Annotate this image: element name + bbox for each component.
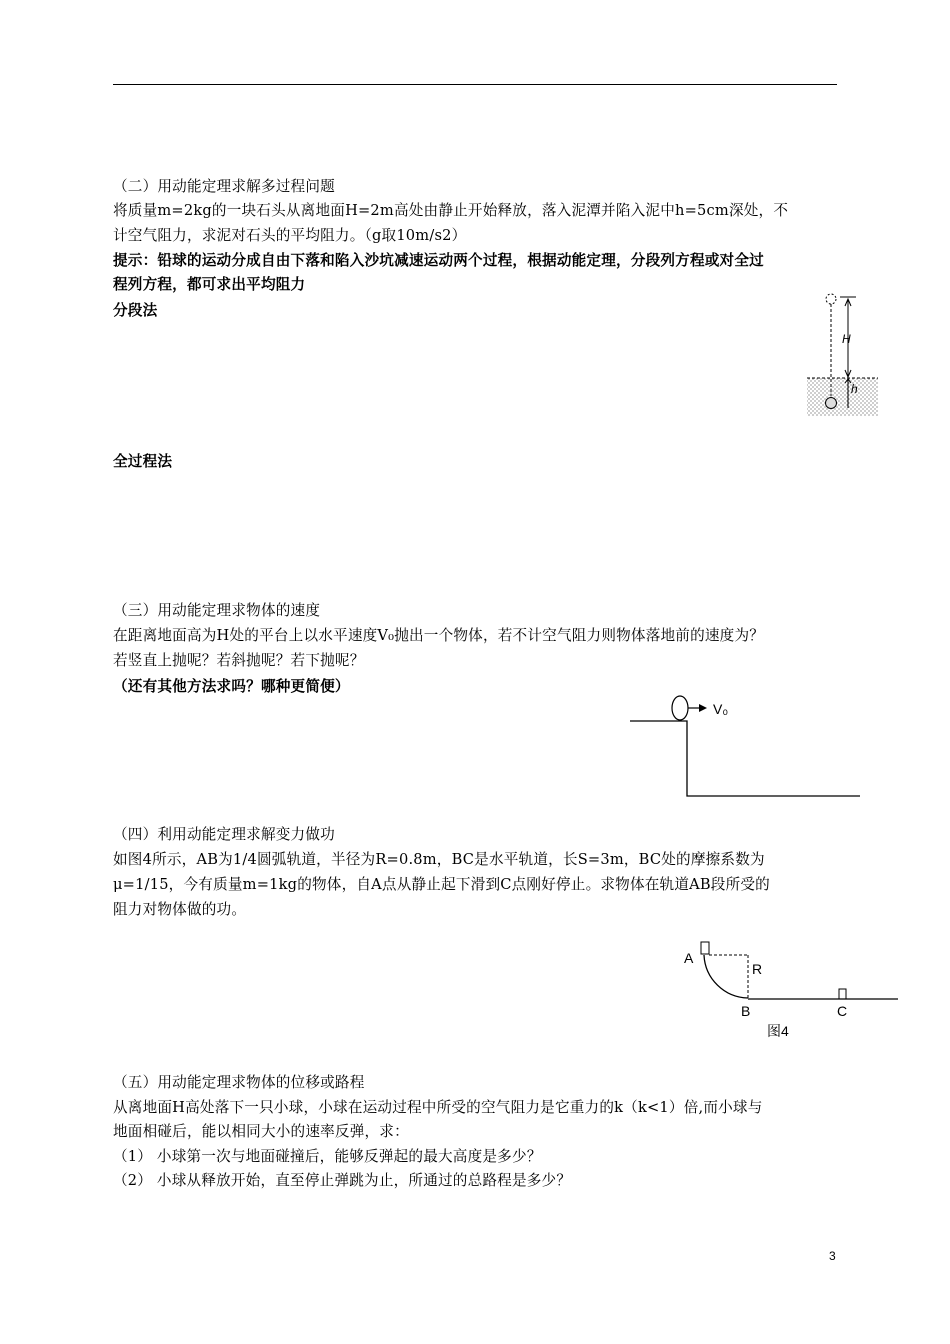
sec2-hint-line1: 提示：铅球的运动分成自由下落和陷入沙坑减速运动两个过程，根据动能定理，分段列方程或对全过 [113, 252, 764, 269]
block-at-C [839, 989, 846, 999]
sec4-heading: （四）利用动能定理求解变力做功 [113, 826, 335, 843]
label-A: A [684, 950, 694, 966]
quarter-arc-AB [704, 955, 748, 998]
sec2-para-line1: 将质量m=2kg的一块石头从离地面H=2m高处由静止开始释放，落入泥潭并陷入泥中h=5cm深处，不 [113, 202, 789, 219]
label-H: H [842, 332, 851, 346]
mud-region [807, 378, 878, 416]
sec4-para-line2: μ=1/15，今有质量m=1kg的物体，自A点从静止起下滑到C点刚好停止。求物体在轨道AB段所受的 [113, 876, 770, 893]
sec5-question-2: （2） 小球从释放开始，直至停止弹跳为止，所通过的总路程是多少？ [113, 1172, 572, 1189]
ball-start [826, 294, 836, 304]
header-rule [113, 84, 837, 85]
sec2-heading: （二）用动能定理求解多过程问题 [113, 178, 335, 195]
sec3-para-line1: 在距离地面高为H处的平台上以水平速度V₀抛出一个物体，若不计空气阻力则物体落地前的速度为？ [113, 627, 765, 644]
sec2-method-whole: 全过程法 [113, 453, 173, 470]
label-B: B [741, 1003, 751, 1019]
block-at-A [701, 942, 709, 954]
ball-end [826, 398, 837, 409]
sec4-para-line1: 如图4所示，AB为1/4圆弧轨道，半径为R=0.8m，BC是水平轨道，长S=3m，BC处的摩擦系数为 [113, 851, 765, 868]
projectile [672, 696, 688, 720]
label-C: C [837, 1003, 848, 1019]
platform-ground [630, 721, 860, 796]
sec3-heading: （三）用动能定理求物体的速度 [113, 602, 321, 619]
sec3-para-line2: 若竖直上抛呢？若斜抛呢？若下抛呢？ [113, 652, 365, 669]
sec2-para-line2: 计空气阻力，求泥对石头的平均阻力。（g取10m/s2） [113, 227, 467, 244]
page-number: 3 [829, 1249, 836, 1263]
sec2-hint-line2: 程列方程，都可求出平均阻力 [113, 276, 306, 293]
sec4-para-line3: 阻力对物体做的功。 [113, 901, 247, 918]
label-v0: V₀ [713, 701, 729, 717]
mud-pit-figure [800, 290, 885, 420]
sec5-para-line2: 地面相碰后，能以相同大小的速率反弹，求： [113, 1123, 409, 1140]
figure-4 [680, 935, 905, 1045]
sec3-question: （还有其他方法求吗？哪种更简便） [113, 678, 350, 695]
sec2-method-segment: 分段法 [113, 302, 158, 319]
figure-caption: 图4 [767, 1023, 789, 1039]
sec5-question-1: （1） 小球第一次与地面碰撞后，能够反弹起的最大高度是多少？ [113, 1148, 542, 1165]
sec5-para-line1: 从离地面H高处落下一只小球，小球在运动过程中所受的空气阻力是它重力的k（k<1）倍,而小球与 [113, 1099, 763, 1116]
sec5-heading: （五）用动能定理求物体的位移或路程 [113, 1074, 365, 1091]
label-R: R [752, 961, 763, 977]
label-h: h [851, 382, 858, 396]
velocity-arrow-head [699, 704, 707, 712]
platform-figure [625, 690, 865, 802]
